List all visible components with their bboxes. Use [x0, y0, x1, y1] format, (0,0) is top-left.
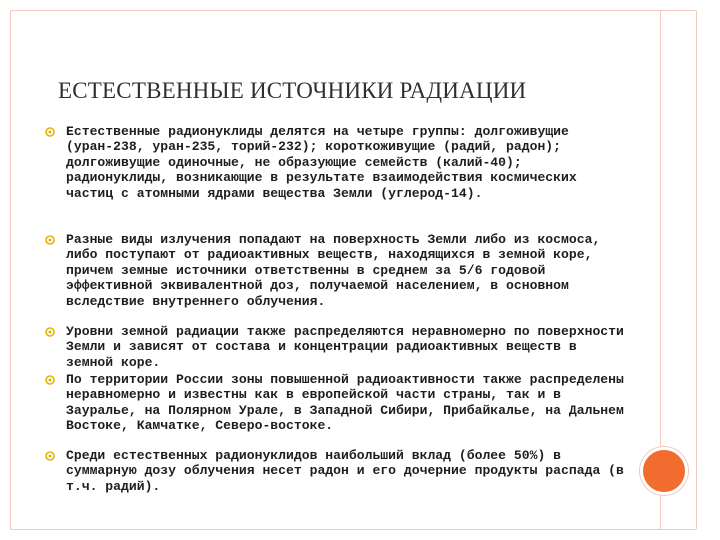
bullet-item [40, 372, 630, 448]
decorative-orange-circle [640, 447, 688, 495]
bullet-item [40, 448, 630, 496]
bullet-text: Уровни земной радиации также распределяются неравномерно по поверхности Земли и зависят от состава и концентрации радиоактивных веществ в земной коре. [66, 324, 624, 370]
bullet-circle-icon [44, 326, 56, 338]
slide-title: ЕСТЕСТВЕННЫЕ ИСТОЧНИКИ РАДИАЦИИ [58, 78, 527, 103]
bullet-item [40, 324, 630, 372]
bullet-item [40, 124, 630, 232]
bullet-text: Разные виды излучения попадают на поверхность Земли либо из космоса, либо поступают от радиоактивных веществ, находящихся в земной коре, причем земные источники ответственны в среднем за 5/6 годовой эффективной эквивалентной доз, получаемой населением, в основном вследствие внутреннего облучения. [66, 232, 601, 309]
bullet-circle-icon [44, 234, 56, 246]
bullet-circle-icon [44, 374, 56, 386]
bullet-item [40, 232, 630, 324]
bullet-text: По территории России зоны повышенной радиоактивности также распределены неравномерно и известны как в европейской части страны, так и в Зауралье, на Полярном Урале, в Западной Сибири, Прибайкалье, на Дальнем Востоке, Камчатке, Северо-востоке. [66, 372, 624, 434]
bullet-circle-icon [44, 126, 56, 138]
bullet-list [40, 124, 630, 496]
bullet-text: Среди естественных радионуклидов наибольший вклад (более 50%) в суммарную дозу облучения несет радон и его дочерние продукты распада (в т.ч. радий). [66, 448, 624, 494]
bullet-circle-icon [44, 450, 56, 462]
bullet-text: Естественные радионуклиды делятся на четыре группы: долгоживущие (уран-238, уран-235, торий-232); короткоживущие (радий, радон); долгоживущие одиночные, не образующие семейств (калий-40); радионуклиды, возникающие в результате взаимодействия космических частиц с атомными ядрами вещества Земли (углерод-14). [66, 124, 577, 201]
